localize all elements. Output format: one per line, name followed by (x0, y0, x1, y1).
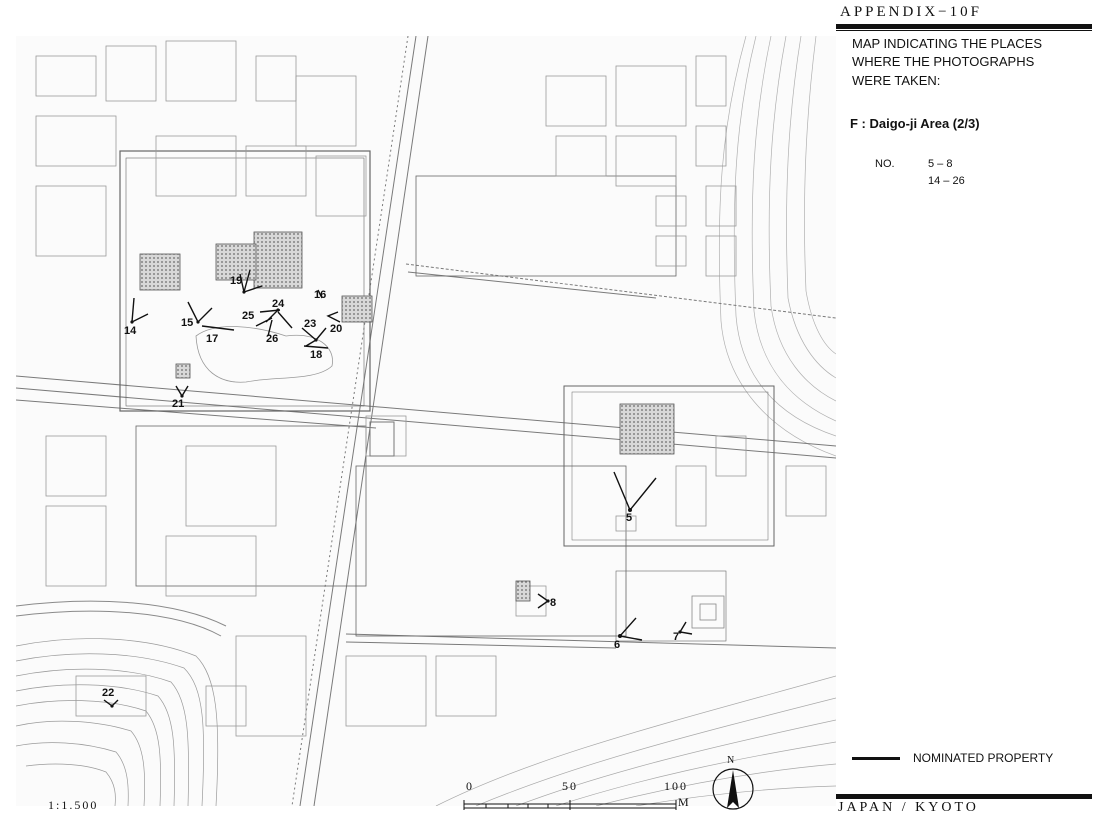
photo-points (104, 270, 692, 706)
appendix-title: APPENDIX−10F (840, 4, 982, 20)
scale-unit: M (678, 795, 691, 809)
photo-point-5: 5 (626, 512, 633, 524)
compound-walls (120, 151, 774, 641)
numbers-label: NO. (875, 158, 895, 170)
photo-point-22: 22 (102, 687, 115, 699)
bottom-rule (836, 794, 1092, 799)
curved-road (16, 601, 226, 636)
caption-line-3: WERE TAKEN: (852, 73, 941, 88)
site-map (16, 36, 836, 806)
top-rule (836, 24, 1092, 29)
photo-point-dots (110, 290, 681, 707)
number-range-1: 5 – 8 (928, 158, 953, 170)
nominated-property-areas (140, 232, 724, 628)
caption-line-2: WHERE THE PHOTOGRAPHS (852, 54, 1035, 69)
photo-point-25: 25 (242, 310, 255, 322)
photo-point-8: 8 (550, 597, 557, 609)
scale-tick-50: 50 (562, 779, 578, 793)
scale-ratio: 1:1.500 (48, 798, 99, 812)
photo-point-19: 19 (230, 275, 243, 287)
contour-lines-east (719, 36, 836, 456)
photo-point-18: 18 (310, 349, 323, 361)
scale-bar (458, 792, 698, 812)
photo-point-26: 26 (266, 333, 279, 345)
photo-point-16: 16 (314, 289, 327, 301)
gate (370, 422, 394, 456)
photo-point-7: 7 (673, 631, 680, 643)
photo-point-17: 17 (206, 333, 219, 345)
legend-swatch (852, 757, 900, 760)
north-arrow-icon (708, 764, 758, 814)
scale-tick-100: 100 (664, 779, 688, 793)
photo-point-20: 20 (330, 323, 343, 335)
photo-point-23: 23 (304, 318, 317, 330)
photo-point-6: 6 (614, 639, 621, 651)
north-label: N (727, 755, 735, 766)
scale-tick-0: 0 (466, 779, 474, 793)
photo-point-14: 14 (124, 325, 137, 337)
legend-label: NOMINATED PROPERTY (913, 751, 1054, 765)
area-subtitle: F : Daigo-ji Area (2/3) (850, 116, 980, 131)
top-rule-thin (836, 30, 1092, 31)
building-outlines (36, 41, 826, 736)
caption-line-1: MAP INDICATING THE PLACES (852, 36, 1042, 51)
photo-point-21: 21 (172, 398, 185, 410)
location-footer: JAPAN / KYOTO (838, 800, 979, 815)
contour-lines-southwest (16, 639, 218, 806)
number-range-2: 14 – 26 (928, 175, 965, 187)
photo-point-24: 24 (272, 298, 285, 310)
photo-point-15: 15 (181, 317, 194, 329)
